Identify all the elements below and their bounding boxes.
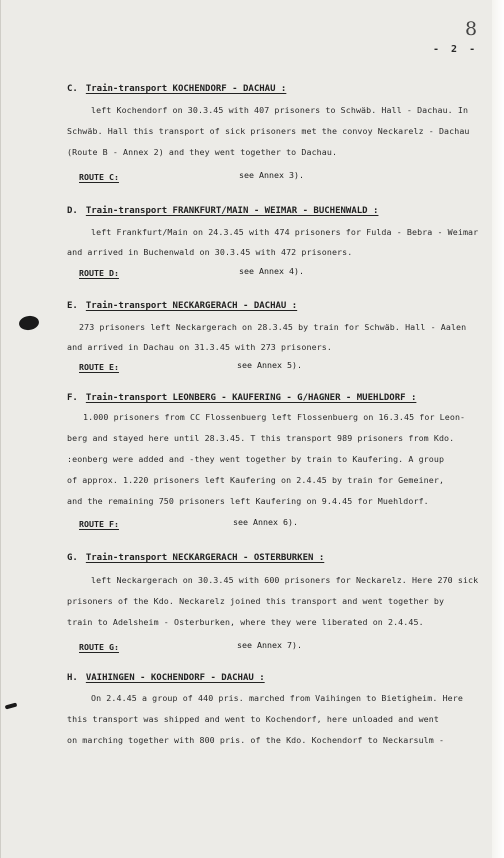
route-line [79, 266, 304, 278]
body-line: prisoners of the Kdo. Neckarelz joined this transport and went together by [67, 596, 445, 606]
route-label: ROUTE C: [79, 172, 119, 182]
route-label: ROUTE D: [79, 268, 119, 278]
route-line [79, 517, 298, 529]
section-title: Train-transport KOCHENDORF - DACHAU : [85, 84, 287, 94]
body-line: Schwäb. Hall this transport of sick prisoners met the convoy Neckarelz - Dachau [67, 126, 470, 136]
body-line: train to Adelsheim - Osterburken, where they were liberated on 2.4.45. [67, 617, 424, 627]
body-line: (Route B - Annex 2) and they went together to Dachau. [67, 147, 338, 157]
body-line: this transport was shipped and went to Kochendorf, here unloaded and went [67, 714, 439, 724]
body-line: :eonberg were added and -they went together by train to Kaufering. A group [67, 454, 445, 464]
section-title: Train-transport NECKARGERACH - OSTERBURKEN : [85, 553, 325, 563]
handwritten-page-number: 8 [465, 18, 478, 40]
section-letter: G. [67, 553, 78, 563]
section-letter: C. [67, 84, 78, 94]
body-line: berg and stayed here until 28.3.45. T this transport 989 prisoners from Kdo. [67, 433, 455, 443]
page-edge [492, 0, 504, 858]
body-line: on marching together with 800 pris. of the Kdo. Kochendorf to Neckarsulm - [67, 735, 445, 745]
body-line: and the remaining 750 prisoners left Kaufering on 9.4.45 for Muehldorf. [67, 496, 429, 506]
route-reference: see Annex 4). [239, 266, 304, 276]
section-heading [67, 84, 286, 94]
route-line [79, 360, 302, 372]
route-label: ROUTE E: [79, 362, 119, 372]
punch-hole-mark [18, 315, 40, 332]
typed-page-number: - 2 - [433, 44, 479, 55]
body-line: of approx. 1.220 prisoners left Kaufering on 2.4.45 by train for Gemeiner, [67, 475, 445, 485]
section-title: Train-transport LEONBERG - KAUFERING - G/HAGNER - MUEHLDORF : [85, 393, 417, 403]
body-line: On 2.4.45 a group of 440 pris. marched from Vaihingen to Bietigheim. Here [91, 693, 463, 703]
body-line: left Neckargerach on 30.3.45 with 600 prisoners for Neckarelz. Here 270 sick [91, 575, 479, 585]
section-title: Train-transport NECKARGERACH - DACHAU : [85, 301, 298, 311]
section-heading [67, 301, 297, 311]
ink-mark [5, 703, 18, 710]
route-reference: see Annex 3). [239, 170, 304, 180]
body-line: left Kochendorf on 30.3.45 with 407 prisoners to Schwäb. Hall - Dachau. In [91, 105, 469, 115]
section-letter: F. [67, 393, 78, 403]
body-line: left Frankfurt/Main on 24.3.45 with 474 prisoners for Fulda - Bebra - Weimar [91, 227, 479, 237]
route-reference: see Annex 7). [237, 640, 302, 650]
section-letter: E. [67, 301, 78, 311]
route-reference: see Annex 6). [233, 517, 298, 527]
section-heading [67, 553, 324, 563]
body-line: 1.000 prisoners from CC Flossenbuerg left Flossenbuerg on 16.3.45 for Leon- [83, 412, 466, 422]
body-line: and arrived in Buchenwald on 30.3.45 with 472 prisoners. [67, 247, 353, 257]
route-label: ROUTE F: [79, 519, 119, 529]
section-title: Train-transport FRANKFURT/MAIN - WEIMAR - BUCHENWALD : [85, 206, 379, 216]
section-title: VAIHINGEN - KOCHENDORF - DACHAU : [85, 673, 265, 683]
body-line: and arrived in Dachau on 31.3.45 with 273 prisoners. [67, 342, 332, 352]
section-heading [67, 393, 416, 403]
route-label: ROUTE G: [79, 642, 119, 652]
section-heading [67, 673, 265, 683]
section-letter: H. [67, 673, 78, 683]
route-line [79, 640, 302, 652]
route-reference: see Annex 5). [237, 360, 302, 370]
section-heading [67, 206, 378, 216]
route-line [79, 170, 304, 182]
section-letter: D. [67, 206, 78, 216]
body-line: 273 prisoners left Neckargerach on 28.3.45 by train for Schwäb. Hall - Aalen [79, 322, 467, 332]
